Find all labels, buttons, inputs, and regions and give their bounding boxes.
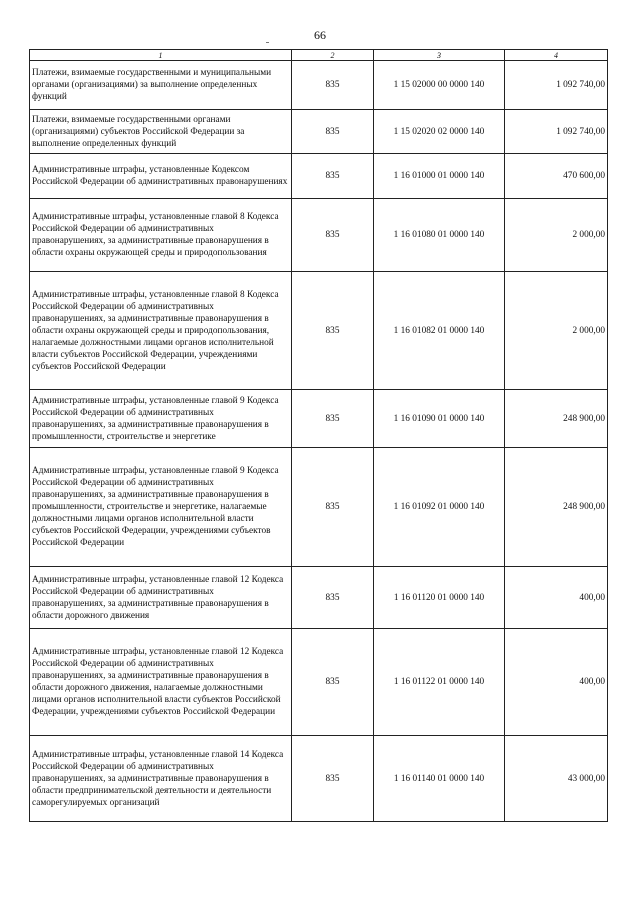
row-amount: 470 600,00 <box>505 154 608 199</box>
row-admin-code: 835 <box>292 199 374 272</box>
table-row <box>30 154 608 199</box>
row-classification-code: 1 16 01090 01 0000 140 <box>374 390 505 448</box>
row-description: Административные штрафы, установленные главой 14 Кодекса Российской Федерации об административных правонарушениях, за административные правонарушения в области предпринимательской деятельности и деятельности саморегулируемых организаций <box>30 736 292 822</box>
row-admin-code: 835 <box>292 736 374 822</box>
row-classification-code: 1 16 01000 01 0000 140 <box>374 154 505 199</box>
row-classification-code: 1 16 01122 01 0000 140 <box>374 629 505 736</box>
row-classification-code: 1 15 02020 02 0000 140 <box>374 110 505 154</box>
row-description: Платежи, взимаемые государственными органами (организациями) субъектов Российской Федерации за выполнение определенных функций <box>30 110 292 154</box>
row-classification-code: 1 15 02000 00 0000 140 <box>374 61 505 110</box>
column-number: 2 <box>292 50 374 61</box>
row-classification-code: 1 16 01092 01 0000 140 <box>374 448 505 567</box>
row-admin-code: 835 <box>292 272 374 390</box>
table-row <box>30 110 608 154</box>
row-description: Платежи, взимаемые государственными и муниципальными органами (организациями) за выполнение определенных функций <box>30 61 292 110</box>
row-amount: 400,00 <box>505 567 608 629</box>
row-amount: 248 900,00 <box>505 390 608 448</box>
table-row <box>30 272 608 390</box>
row-amount: 248 900,00 <box>505 448 608 567</box>
row-classification-code: 1 16 01082 01 0000 140 <box>374 272 505 390</box>
row-description: Административные штрафы, установленные главой 12 Кодекса Российской Федерации об административных правонарушениях, за административные правонарушения в области дорожного движения, налагаемые должностными лицами органов исполнительной власти субъектов Российской Федерации, учреждениями субъектов Российской Федерации <box>30 629 292 736</box>
table-row <box>30 736 608 822</box>
budget-table <box>29 49 608 822</box>
column-number: 4 <box>505 50 608 61</box>
column-number: 3 <box>374 50 505 61</box>
scan-mark <box>266 42 269 43</box>
row-admin-code: 835 <box>292 110 374 154</box>
row-description: Административные штрафы, установленные главой 8 Кодекса Российской Федерации об административных правонарушениях, за административные правонарушения в области охраны окружающей среды и природопользования, налагаемые должностными лицами органов исполнительной власти субъектов Российской Федерации, учреждениями субъектов Российской Федерации <box>30 272 292 390</box>
row-admin-code: 835 <box>292 61 374 110</box>
table-row <box>30 390 608 448</box>
row-description: Административные штрафы, установленные главой 9 Кодекса Российской Федерации об административных правонарушениях, за административные правонарушения в промышленности, строительстве и энергетике <box>30 390 292 448</box>
table-row <box>30 199 608 272</box>
table-row <box>30 448 608 567</box>
row-description: Административные штрафы, установленные главой 9 Кодекса Российской Федерации об административных правонарушениях, за административные правонарушения в промышленности, строительстве и энергетике, налагаемые должностными лицами органов исполнительной власти субъектов Российской Федерации, учреждениями субъектов Российской Федерации <box>30 448 292 567</box>
row-admin-code: 835 <box>292 567 374 629</box>
row-classification-code: 1 16 01080 01 0000 140 <box>374 199 505 272</box>
row-amount: 400,00 <box>505 629 608 736</box>
row-description: Административные штрафы, установленные главой 8 Кодекса Российской Федерации об административных правонарушениях, за административные правонарушения в области охраны окружающей среды и природопользования <box>30 199 292 272</box>
table-row <box>30 629 608 736</box>
table-row <box>30 567 608 629</box>
column-number-row <box>30 50 608 61</box>
row-amount: 1 092 740,00 <box>505 61 608 110</box>
row-description: Административные штрафы, установленные главой 12 Кодекса Российской Федерации об административных правонарушениях, за административные правонарушения в области дорожного движения <box>30 567 292 629</box>
column-number: 1 <box>30 50 292 61</box>
row-classification-code: 1 16 01140 01 0000 140 <box>374 736 505 822</box>
row-admin-code: 835 <box>292 390 374 448</box>
row-admin-code: 835 <box>292 154 374 199</box>
row-classification-code: 1 16 01120 01 0000 140 <box>374 567 505 629</box>
row-admin-code: 835 <box>292 629 374 736</box>
row-admin-code: 835 <box>292 448 374 567</box>
table-row <box>30 61 608 110</box>
row-description: Административные штрафы, установленные Кодексом Российской Федерации об административных правонарушениях <box>30 154 292 199</box>
page-number: 66 <box>314 28 326 42</box>
row-amount: 2 000,00 <box>505 272 608 390</box>
row-amount: 2 000,00 <box>505 199 608 272</box>
row-amount: 1 092 740,00 <box>505 110 608 154</box>
row-amount: 43 000,00 <box>505 736 608 822</box>
